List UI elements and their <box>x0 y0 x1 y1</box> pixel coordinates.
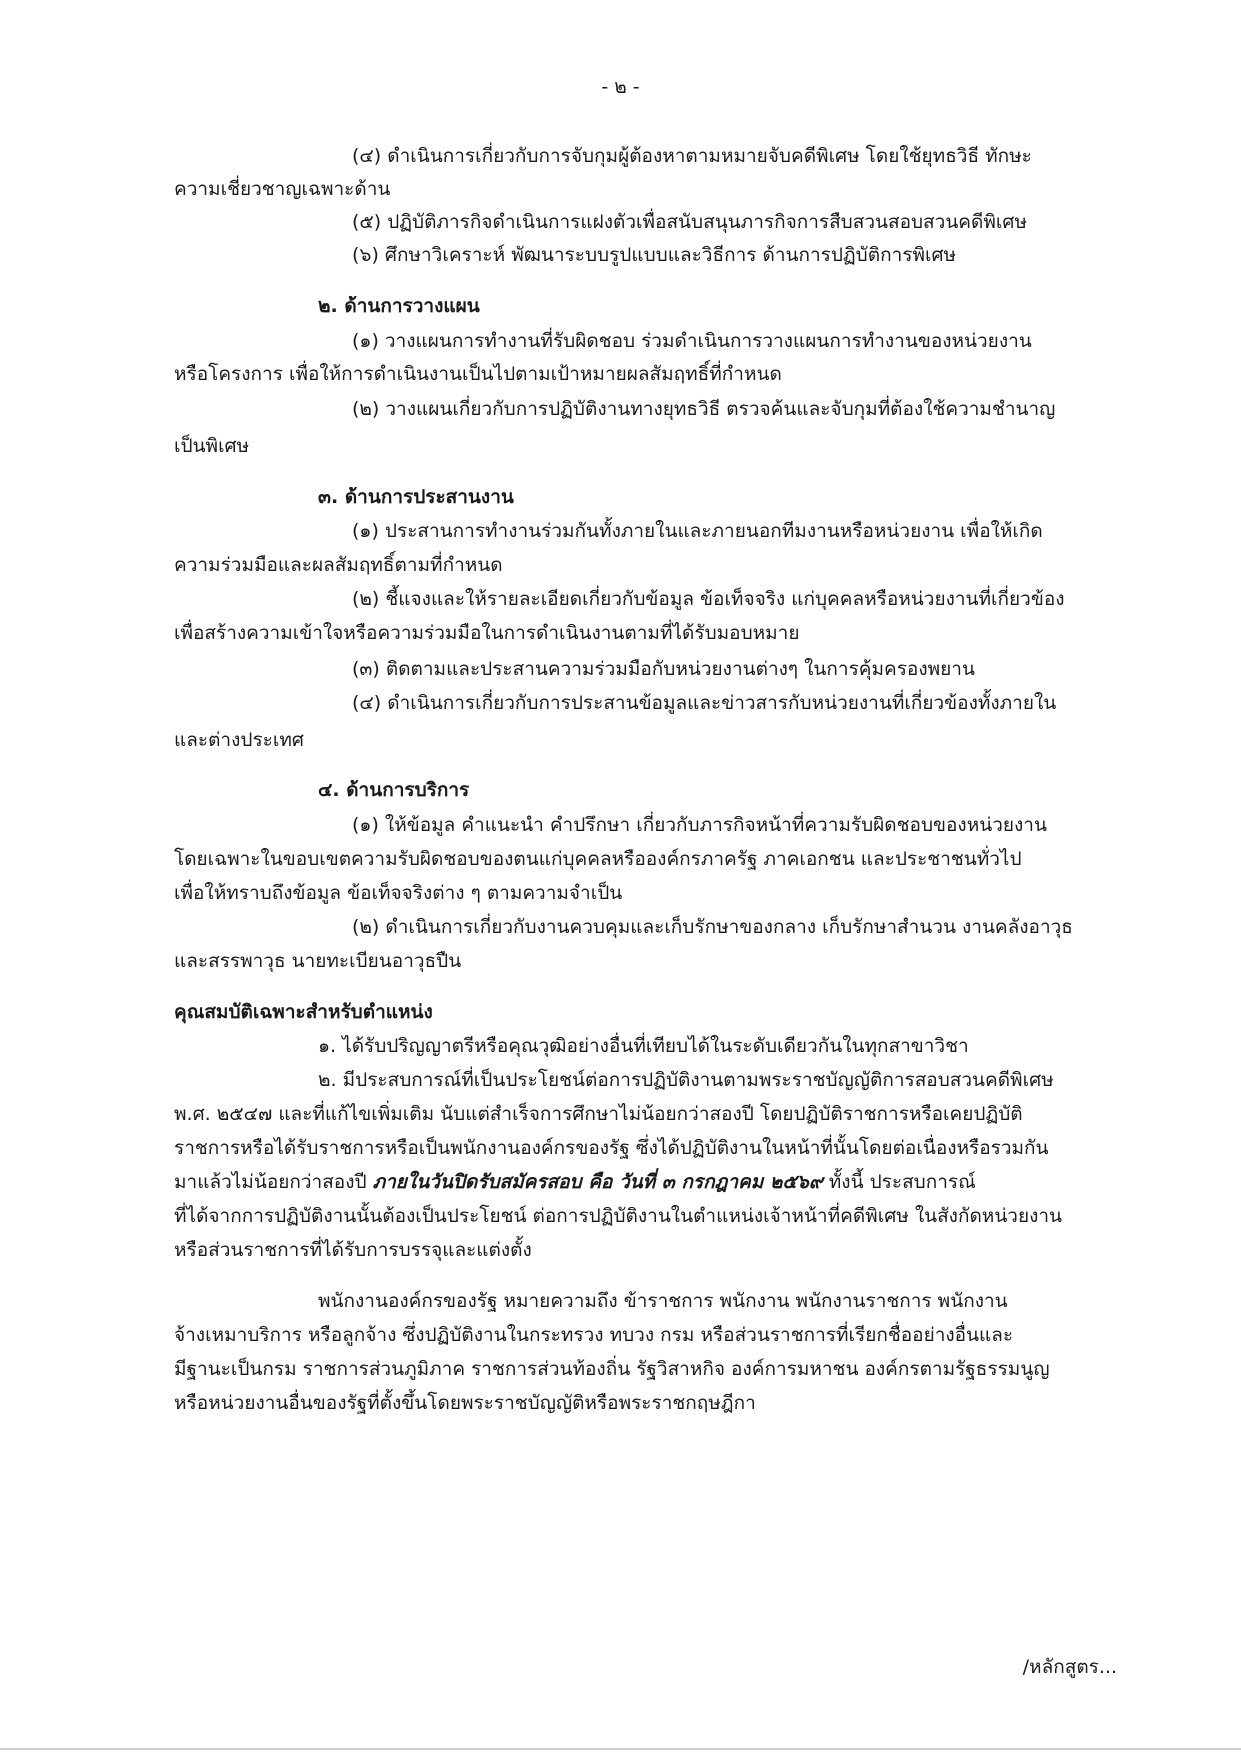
definition-line-4: หรือหน่วยงานอื่นของรัฐที่ตั้งขึ้นโดยพระราชบัญญัติหรือพระราชกฤษฎีกา <box>174 1392 756 1414</box>
coord-item-1-line-2: ความร่วมมือและผลสัมฤทธิ์ตามที่กำหนด <box>174 554 503 576</box>
service-item-1-line-2: โดยเฉพาะในขอบเขตความรับผิดชอบของตนแก่บุคคลหรือองค์กรภาครัฐ ภาคเอกชน และประชาชนทั่วไป <box>174 848 1022 870</box>
service-item-2-line-2: และสรรพาวุธ นายทะเบียนอาวุธปืน <box>174 950 462 972</box>
item-4-line-1: (๔) ดำเนินการเกี่ยวกับการจับกุมผู้ต้องหาตามหมายจับคดีพิเศษ โดยใช้ยุทธวิธี ทักษะ <box>352 145 1032 167</box>
coord-item-1-line-1: (๑) ประสานการทำงานร่วมกันทั้งภายในและภายนอกทีมงานหรือหน่วยงาน เพื่อให้เกิด <box>352 520 1043 542</box>
qualification-2-line-3: ราชการหรือได้รับราชการหรือเป็นพนักงานองค์กรของรัฐ ซึ่งได้ปฏิบัติงานในหน้าที่นั้นโดยต่อเนื่องหรือรวมกัน <box>174 1137 1049 1159</box>
plan-item-2-line-2: เป็นพิเศษ <box>174 435 250 457</box>
plan-item-2-line-1: (๒) วางแผนเกี่ยวกับการปฏิบัติงานทางยุทธวิธี ตรวจค้นและจับกุมที่ต้องใช้ความชำนาญ <box>352 398 1056 420</box>
coord-item-3: (๓) ติดตามและประสานความร่วมมือกับหน่วยงานต่างๆ ในการคุ้มครองพยาน <box>352 658 975 680</box>
page-number: - ๒ - <box>601 76 640 98</box>
qualification-2-line-6: หรือส่วนราชการที่ได้รับการบรรจุและแต่งตั้ง <box>174 1239 532 1261</box>
item-6: (๖) ศึกษาวิเคราะห์ พัฒนาระบบรูปแบบและวิธีการ ด้านการปฏิบัติการพิเศษ <box>352 244 957 266</box>
plan-item-1-line-1: (๑) วางแผนการทำงานที่รับผิดชอบ ร่วมดำเนินการวางแผนการทำงานของหน่วยงาน <box>352 330 1032 352</box>
qualification-1: ๑. ได้รับปริญญาตรีหรือคุณวุฒิอย่างอื่นที่เทียบได้ในระดับเดียวกันในทุกสาขาวิชา <box>318 1035 969 1057</box>
scan-bottom-edge <box>0 1748 1241 1750</box>
item-4-line-2: ความเชี่ยวชาญเฉพาะด้าน <box>174 178 391 200</box>
qualifications-heading: คุณสมบัติเฉพาะสำหรับตำแหน่ง <box>174 1001 433 1023</box>
coord-item-2-line-1: (๒) ชี้แจงและให้รายละเอียดเกี่ยวกับข้อมูล ข้อเท็จจริง แก่บุคคลหรือหน่วยงานที่เกี่ยวข้อง <box>352 588 1065 610</box>
qualification-2-line-4 <box>174 1167 976 1197</box>
qualification-2-line-5: ที่ได้จากการปฏิบัติงานนั้นต้องเป็นประโยชน์ ต่อการปฏิบัติงานในตำแหน่งเจ้าหน้าที่คดีพิเศษ ในสังกัดหน่วยงาน <box>174 1205 1063 1227</box>
section-3-heading: ๓. ด้านการประสานงาน <box>318 486 514 508</box>
coord-item-4-line-1: (๔) ดำเนินการเกี่ยวกับการประสานข้อมูลและข่าวสารกับหน่วยงานที่เกี่ยวข้องทั้งภายใน <box>352 692 1057 714</box>
closing-date-emphasis: ภายในวันปิดรับสมัครสอบ คือ วันที่ ๓ กรกฎาคม ๒๕๖๙ <box>372 1171 823 1193</box>
continuation-marker: /หลักสูตร... <box>1022 1656 1117 1678</box>
qualification-2-line-4-post: ทั้งนี้ ประสบการณ์ <box>822 1171 976 1193</box>
plan-item-1-line-2: หรือโครงการ เพื่อให้การดำเนินงานเป็นไปตามเป้าหมายผลสัมฤทธิ์ที่กำหนด <box>174 363 782 385</box>
section-2-heading: ๒. ด้านการวางแผน <box>318 295 480 317</box>
coord-item-2-line-2: เพื่อสร้างความเข้าใจหรือความร่วมมือในการดำเนินงานตามที่ได้รับมอบหมาย <box>174 622 800 644</box>
section-4-heading: ๔. ด้านการบริการ <box>318 779 470 801</box>
item-5: (๕) ปฏิบัติภารกิจดำเนินการแฝงตัวเพื่อสนับสนุนภารกิจการสืบสวนสอบสวนคดีพิเศษ <box>352 211 1027 233</box>
qualification-2-line-2: พ.ศ. ๒๕๔๗ และที่แก้ไขเพิ่มเติม นับแต่สำเร็จการศึกษาไม่น้อยกว่าสองปี โดยปฏิบัติราชการหรือเคยปฏิบัติ <box>174 1103 1023 1125</box>
qualification-2-line-1: ๒. มีประสบการณ์ที่เป็นประโยชน์ต่อการปฏิบัติงานตามพระราชบัญญัติการสอบสวนคดีพิเศษ <box>318 1069 1054 1091</box>
service-item-2-line-1: (๒) ดำเนินการเกี่ยวกับงานควบคุมและเก็บรักษาของกลาง เก็บรักษาสำนวน งานคลังอาวุธ <box>352 916 1073 938</box>
definition-line-2: จ้างเหมาบริการ หรือลูกจ้าง ซึ่งปฏิบัติงานในกระทรวง ทบวง กรม หรือส่วนราชการที่เรียกชื่ออย่างอื่นและ <box>174 1324 1014 1346</box>
service-item-1-line-1: (๑) ให้ข้อมูล คำแนะนำ คำปรึกษา เกี่ยวกับภารกิจหน้าที่ความรับผิดชอบของหน่วยงาน <box>352 814 1047 836</box>
definition-line-1: พนักงานองค์กรของรัฐ หมายความถึง ข้าราชการ พนักงาน พนักงานราชการ พนักงาน <box>318 1290 1008 1312</box>
definition-line-3: มีฐานะเป็นกรม ราชการส่วนภูมิภาค ราชการส่วนท้องถิ่น รัฐวิสาหกิจ องค์การมหาชน องค์กรตามรัฐธรรมนูญ <box>174 1358 1050 1380</box>
qualification-2-line-4-pre: มาแล้วไม่น้อยกว่าสองปี <box>174 1171 373 1193</box>
coord-item-4-line-2: และต่างประเทศ <box>174 729 304 751</box>
service-item-1-line-3: เพื่อให้ทราบถึงข้อมูล ข้อเท็จจริงต่าง ๆ ตามความจำเป็น <box>174 882 623 904</box>
